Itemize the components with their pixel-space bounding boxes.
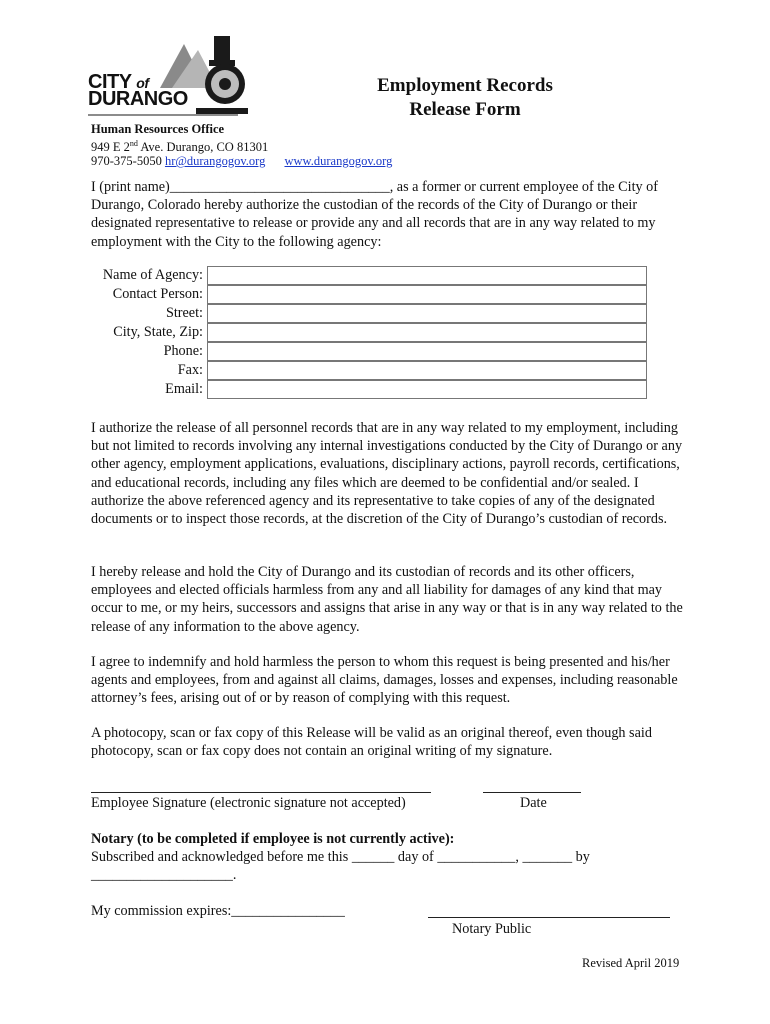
intro-paragraph: I (print name)_______________________________, as a former or current employee of the City of Durango, Colorado hereby authorize the custodian of the records of the City of Durango or their designated representative to release or provide any and all records that are in any way related to my employment with the City to the following agency:: [91, 179, 658, 250]
indemnify-paragraph: I agree to indemnify and hold harmless the person to whom this request is being presented and his/her agents and employees, from and against all claims, damages, losses and expenses, including reasonable attorney’s fees, arising out of or by reason of complying with this request.: [91, 654, 678, 707]
contact-person-input[interactable]: [208, 287, 646, 304]
employee-signature-label: Employee Signature (electronic signature not accepted): [91, 795, 406, 811]
notary-signature-line[interactable]: [428, 917, 670, 918]
form-title: [345, 74, 585, 122]
office-address: 949 E 2nd Ave. Durango, CO 81301: [91, 138, 269, 154]
field-label: Email:: [165, 381, 203, 397]
logo-wordmark: CITY of DURANGO: [88, 71, 188, 110]
field-label: Street:: [165, 305, 203, 321]
notary-subscribed-line: Subscribed and acknowledged before me this ______ day of ___________, _______ by: [91, 849, 590, 865]
field-label: Fax:: [177, 362, 203, 378]
form-title-line1: Employment Records: [377, 75, 553, 96]
office-phone: 970-375-5050: [91, 154, 162, 169]
city-state-zip-input[interactable]: [208, 325, 646, 342]
photocopy-paragraph: A photocopy, scan or fax copy of this Release will be valid as an original thereof, even though said photocopy, scan or fax copy does not contain an original writing of my signature.: [91, 725, 652, 760]
phone-input[interactable]: [208, 344, 646, 361]
date-line[interactable]: [483, 792, 581, 793]
field-label: City, State, Zip:: [113, 324, 203, 340]
notary-name-blank[interactable]: ____________________.: [91, 867, 237, 883]
field-label: Phone:: [163, 343, 203, 359]
notary-public-label: Notary Public: [452, 921, 532, 937]
street-input[interactable]: [208, 306, 646, 323]
email-input[interactable]: [208, 382, 646, 399]
field-label: Name of Agency:: [102, 267, 203, 283]
agency-name-input[interactable]: [208, 268, 646, 285]
authorize-paragraph: I authorize the release of all personnel records that are in any way related to my employment, including but not limited to records involving any internal investigations conducted by the City of Durango or any other agency, employment applications, evaluations, disciplinary actions, payroll records, certifications, and educational records, including any files which are deemed to be confidential and/or sealed. I authorize the above referenced agency and its representative to take copies of any of the designated documents or to inspect those records, at the discretion of the City of Durango’s custodian of records.: [91, 420, 683, 528]
office-info: [91, 122, 392, 169]
date-label: Date: [520, 795, 547, 811]
revised-date: Revised April 2019: [582, 956, 680, 970]
print-name-blank[interactable]: _______________________________: [169, 179, 390, 195]
employee-signature-line[interactable]: [91, 792, 431, 793]
form-title-line2: Release Form: [409, 99, 521, 120]
office-name: Human Resources Office: [91, 122, 225, 136]
commission-expires: My commission expires:________________: [91, 903, 345, 919]
office-email-link[interactable]: hr@durangogov.org: [164, 154, 266, 169]
field-label: Contact Person:: [112, 286, 203, 302]
city-of-durango-logo: [88, 34, 248, 116]
release-paragraph: I hereby release and hold the City of Durango and its custodian of records and its other officers, employees and elected officials harmless from any and all liability for damages of any kind that may occur to me, or my heirs, successors and assigns that arise in any way or that is in any way related to the release of any information to the above agency.: [91, 564, 683, 635]
office-website-link[interactable]: www.durangogov.org: [284, 154, 393, 169]
fax-input[interactable]: [208, 363, 646, 380]
notary-heading: Notary (to be completed if employee is not currently active):: [91, 831, 455, 847]
